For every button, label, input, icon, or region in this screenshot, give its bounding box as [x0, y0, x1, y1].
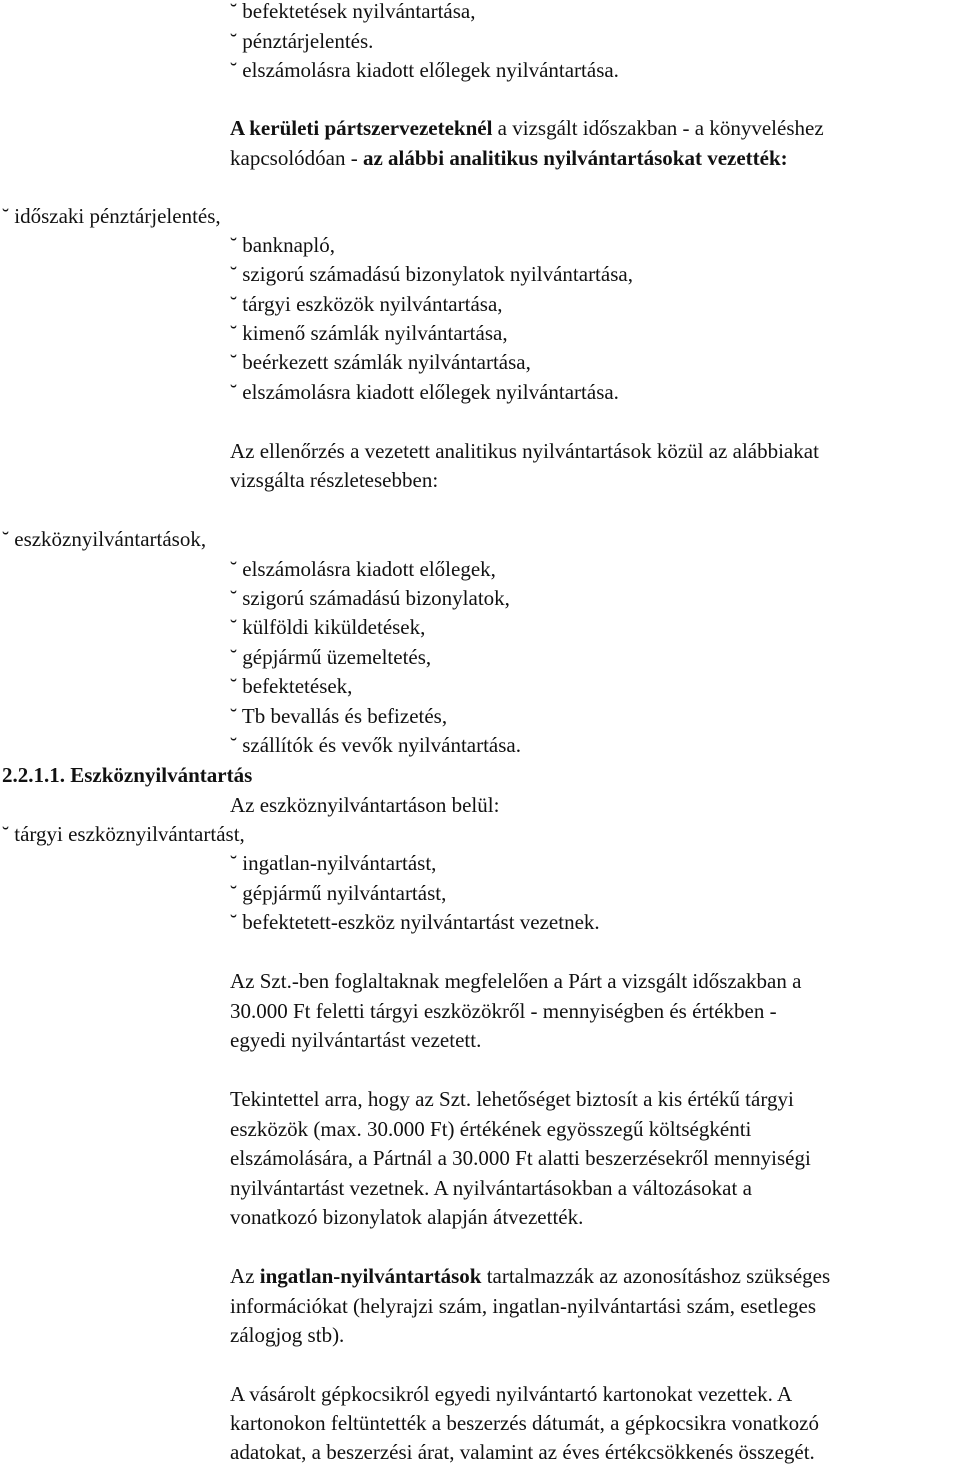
list-item: ˘ befektetett-eszköz nyilvántartást vezetnek. [230, 910, 600, 934]
paragraph-line [230, 144, 788, 173]
paragraph-line: információkat (helyrajzi szám, ingatlan-nyilvántartási szám, esetleges [230, 1294, 817, 1318]
list-item: ˘ gépjármű üzemeltetés, [230, 645, 432, 669]
paragraph-line: vizsgálta részletesebben: [230, 468, 439, 492]
paragraph-line: zálogjog stb). [230, 1323, 345, 1347]
paragraph-line: Az ellenőrzés a vezetett analitikus nyilvántartások közül az alábbiakat [230, 439, 819, 463]
list-item: ˘ kimenő számlák nyilvántartása, [230, 321, 508, 345]
bold-phrase: ingatlan-nyilvántartások [259, 1264, 482, 1288]
list-item: ˘ elszámolásra kiadott előlegek nyilvántartása. [230, 380, 619, 404]
paragraph-line: Tekintettel arra, hogy az Szt. lehetőséget biztosít a kis értékű tárgyi [230, 1087, 794, 1111]
list-item: ˘ szigorú számadású bizonylatok, [230, 586, 510, 610]
list-item: ˘ ingatlan-nyilvántartást, [230, 851, 437, 875]
list-item: ˘ elszámolásra kiadott előlegek nyilvántartása. [230, 58, 619, 82]
list-item: ˘ befektetések, [230, 674, 353, 698]
paragraph-line: vonatkozó bizonylatok alapján átvezették. [230, 1205, 584, 1229]
bold-phrase: az alábbi analitikus nyilvántartásokat vezették: [362, 146, 788, 170]
list-item: ˘ tárgyi eszközök nyilvántartása, [230, 292, 503, 316]
section-heading: 2.2.1.1. Eszköznyilvántartás [2, 763, 253, 787]
paragraph-line: kartonokon feltüntették a beszerzés dátumát, a gépkocsikra vonatkozó [230, 1411, 819, 1435]
list-item: ˘ időszaki pénztárjelentés, [2, 204, 221, 228]
paragraph-line [230, 1262, 830, 1291]
paragraph-line: 30.000 Ft feletti tárgyi eszközökről - mennyiségben és értékben - [230, 999, 777, 1023]
text-span: Az [230, 1264, 260, 1288]
text-span: tartalmazzák az azonosításhoz szükséges [481, 1264, 831, 1288]
paragraph-line: adatokat, a beszerzési árat, valamint az éves értékcsökkenés összegét. [230, 1440, 815, 1464]
list-item: ˘ elszámolásra kiadott előlegek, [230, 557, 496, 581]
paragraph-line: Az Szt.-ben foglaltaknak megfelelően a Párt a vizsgált időszakban a [230, 969, 802, 993]
list-item: ˘ banknapló, [230, 233, 335, 257]
list-item: ˘ gépjármű nyilvántartást, [230, 881, 447, 905]
paragraph-line: nyilvántartást vezetnek. A nyilvántartásokban a változásokat a [230, 1176, 752, 1200]
paragraph-line [230, 114, 824, 143]
paragraph-line: elszámolására, a Pártnál a 30.000 Ft alatti beszerzésekről mennyiségi [230, 1146, 811, 1170]
text-span: a vizsgált időszakban - a könyveléshez [492, 116, 824, 140]
list-item: ˘ beérkezett számlák nyilvántartása, [230, 350, 531, 374]
section-intro: Az eszköznyilvántartáson belül: [230, 793, 500, 817]
text-span: kapcsolódóan - [230, 146, 363, 170]
paragraph-line: eszközök (max. 30.000 Ft) értékének egyösszegű költségkénti [230, 1117, 752, 1141]
list-item: ˘ pénztárjelentés. [230, 29, 374, 53]
bold-phrase: A kerületi pártszervezeteknél [230, 116, 493, 140]
list-item: ˘ szállítók és vevők nyilvántartása. [230, 733, 521, 757]
paragraph-line: egyedi nyilvántartást vezetett. [230, 1028, 482, 1052]
list-item: ˘ Tb bevallás és befizetés, [230, 704, 448, 728]
list-item: ˘ tárgyi eszköznyilvántartást, [2, 822, 245, 846]
list-item: ˘ befektetések nyilvántartása, [230, 0, 476, 23]
list-item: ˘ eszköznyilvántartások, [2, 527, 207, 551]
list-item: ˘ szigorú számadású bizonylatok nyilvántartása, [230, 262, 633, 286]
list-item: ˘ külföldi kiküldetések, [230, 615, 426, 639]
paragraph-line: A vásárolt gépkocsikról egyedi nyilvántartó kartonokat vezettek. A [230, 1382, 793, 1406]
